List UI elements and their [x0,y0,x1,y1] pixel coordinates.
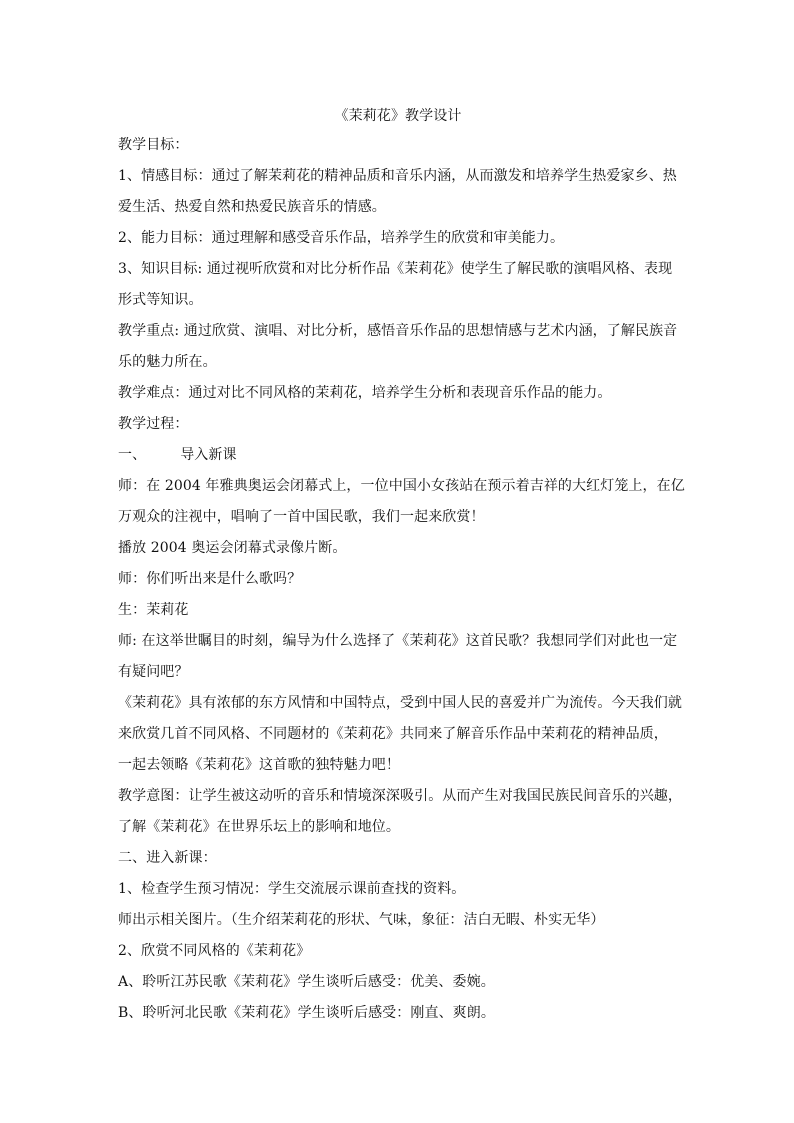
paragraph-jiangsu-version: A、聆听江苏民歌《茉莉花》学生谈听后感受：优美、委婉。 [118,974,495,990]
paragraph-ability-goal: 2、能力目标：通过理解和感受音乐作品，培养学生的欣赏和审美能力。 [118,230,565,246]
paragraph-teacher-why-line1: 师: 在这举世瞩目的时刻，编导为什么选择了《茉莉花》这首民歌？我想同学们对此也一定 [118,633,678,649]
paragraph-play-video: 播放 2004 奥运会闭幕式录像片断。 [118,540,347,556]
paragraph-knowledge-goal-line2: 形式等知识。 [118,292,203,308]
paragraph-show-pictures: 师出示相关图片。（生介绍茉莉花的形状、气味，象征：洁白无暇、朴实无华） [118,912,605,928]
document-body [118,102,685,1029]
paragraph-emotion-goal-line1: 1、情感目标：通过了解茉莉花的精神品质和音乐内涵，从而激发和培养学生热爱家乡、热 [118,168,677,184]
paragraph-appreciate-styles: 2、欣赏不同风格的《茉莉花》 [118,943,311,959]
paragraph-teaching-goals-heading: 教学目标： [118,137,189,153]
paragraph-teacher-intro-line1: 师：在 2004 年雅典奥运会闭幕式上，一位中国小女孩站在预示着吉祥的大红灯笼上，在亿 [118,478,685,494]
section-one-number: 一、 [118,447,147,463]
paragraph-key-points-line2: 乐的魅力所在。 [118,354,217,370]
paragraph-intent-line1: 教学意图：让学生被这动听的音乐和情境深深吸引。从而产生对我国民族民间音乐的兴趣， [118,788,682,804]
paragraph-knowledge-goal-line1: 3、知识目标: 通过视听欣赏和对比分析作品《茉莉花》使学生了解民歌的演唱风格、表现 [118,261,673,277]
section-two-heading: 二、进入新课： [118,850,217,866]
paragraph-emotion-goal-line2: 爱生活、热爱自然和热爱民族音乐的情感。 [118,199,386,215]
paragraph-jasmine-intro-line2: 来欣赏几首不同风格、不同题材的《茉莉花》共同来了解音乐作品中茉莉花的精神品质， [118,726,668,742]
paragraph-hebei-version: B、聆听河北民歌《茉莉花》学生谈听后感受：刚直、爽朗。 [118,1005,495,1021]
paragraph-intent-line2: 了解《茉莉花》在世界乐坛上的影响和地位。 [118,819,400,835]
paragraph-teacher-intro-line2: 万观众的注视中，唱响了一首中国民歌，我们一起来欣赏！ [118,509,485,525]
section-one-label: 导入新课 [180,447,237,463]
paragraph-check-preview: 1、检查学生预习情况：学生交流展示课前查找的资料。 [118,881,466,897]
paragraph-teacher-question: 师：你们听出来是什么歌吗？ [118,571,302,587]
paragraph-key-points-line1: 教学重点: 通过欣赏、演唱、对比分析，感悟音乐作品的思想情感与艺术内涵，了解民族音 [118,323,678,339]
paragraph-difficulties: 教学难点：通过对比不同风格的茉莉花，培养学生分析和表现音乐作品的能力。 [118,385,612,401]
section-one-heading [118,440,678,471]
paragraph-student-answer: 生：茉莉花 [118,602,189,618]
paragraph-process-heading: 教学过程： [118,416,189,432]
paragraph-jasmine-intro-line3: 一起去领略《茉莉花》这首歌的独特魅力吧！ [118,757,400,773]
paragraph-teacher-why-line2: 有疑问吧？ [118,664,189,680]
document-title: 《茉莉花》教学设计 [334,108,462,124]
paragraph-jasmine-intro-line1: 《茉莉花》具有浓郁的东方风情和中国特点，受到中国人民的喜爱并广为流传。今天我们就 [118,695,682,711]
